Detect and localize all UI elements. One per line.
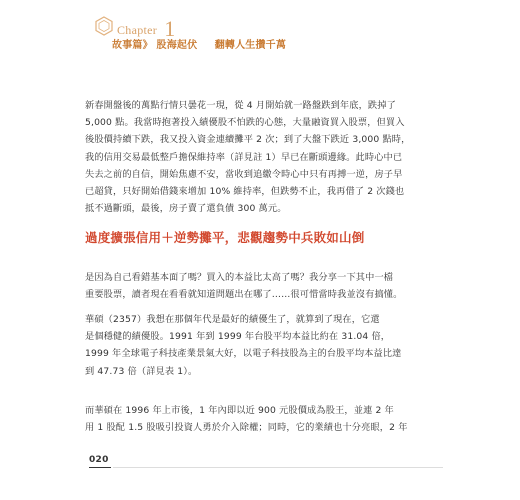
text-line: 用 1 股配 1.5 股吸引投資人勇於介入除權；同時，它的業績也十分亮眼，2 年 [85,422,408,434]
chapter-number: 1 [164,16,176,41]
paragraph-1 [85,97,445,217]
page-number: 020 [89,455,109,465]
text-line: 華碩（2357）我想在那個年代是最好的績優生了，就算到了現在，它還 [85,314,380,325]
page-footer [68,455,448,469]
text-line: 我的信用交易最低整戶擔保維持率（詳見註 1）早已在斷頭邊緣。此時心中已 [85,151,403,163]
text-line: 抵不過斷頭，最後，房子賣了還負債 300 萬元。 [85,203,287,215]
page-number-underline [89,467,111,468]
text-line: 1999 年全球電子科技產業景氣大好，以電子科技股為主的台股平均本益比達 [85,348,402,360]
text-line: 到 47.73 倍（詳見表 1）。 [85,365,198,377]
section-title: 股海起伏 [156,40,198,51]
chapter-subtitle [112,36,286,51]
text-line: 後股價持續下跌，我又投入資金連續攤平 2 次；到了大盤下跌近 3,000 點時， [85,134,411,146]
section-heading: 過度擴張信用＋逆勢攤平，悲觀趨勢中兵敗如山倒 [85,230,365,245]
paragraph-4 [85,402,445,436]
text-line: 新春開盤後的萬點行情只曇花一現，從 4 月開始就一路盤跌到年底，跌掉了 [85,100,396,111]
story-label: 故事篇》 [112,40,153,51]
paragraph-3 [85,311,445,380]
footer-divider [113,467,443,468]
hexagon-icon [94,16,114,36]
paragraph-2 [85,269,445,303]
section-subtitle: 翻轉人生攢千萬 [214,40,287,51]
text-line: 5,000 點。我當時抱著投入績優股不怕跌的心態，大量融資買入股票，但買入 [85,117,405,129]
text-line: 失去之前的自信，開始焦慮不安，當收到追繳令時心中只有再搏一逆，房子早 [85,168,403,180]
text-line: 重要股票，讀者現在看看就知道問題出在哪了……很可惜當時我並沒有搞懂。 [85,289,403,301]
text-line: 是個穩健的績優股。1991 年到 1999 年台股平均本益比約在 31.04 倍， [85,331,391,343]
chapter-word: Chapter [117,23,158,37]
text-line: 已超貸，只好開始借錢來增加 10% 維持率，但跌勢不止，我再借了 2 次錢也 [85,186,405,198]
text-line: 是因為自己看錯基本面了嗎？買入的本益比太高了嗎？我分享一下其中一檔 [85,272,394,283]
text-line: 而華碩在 1996 年上市後，1 年內即以近 900 元股價成為股王，並連 2 年 [85,405,394,416]
